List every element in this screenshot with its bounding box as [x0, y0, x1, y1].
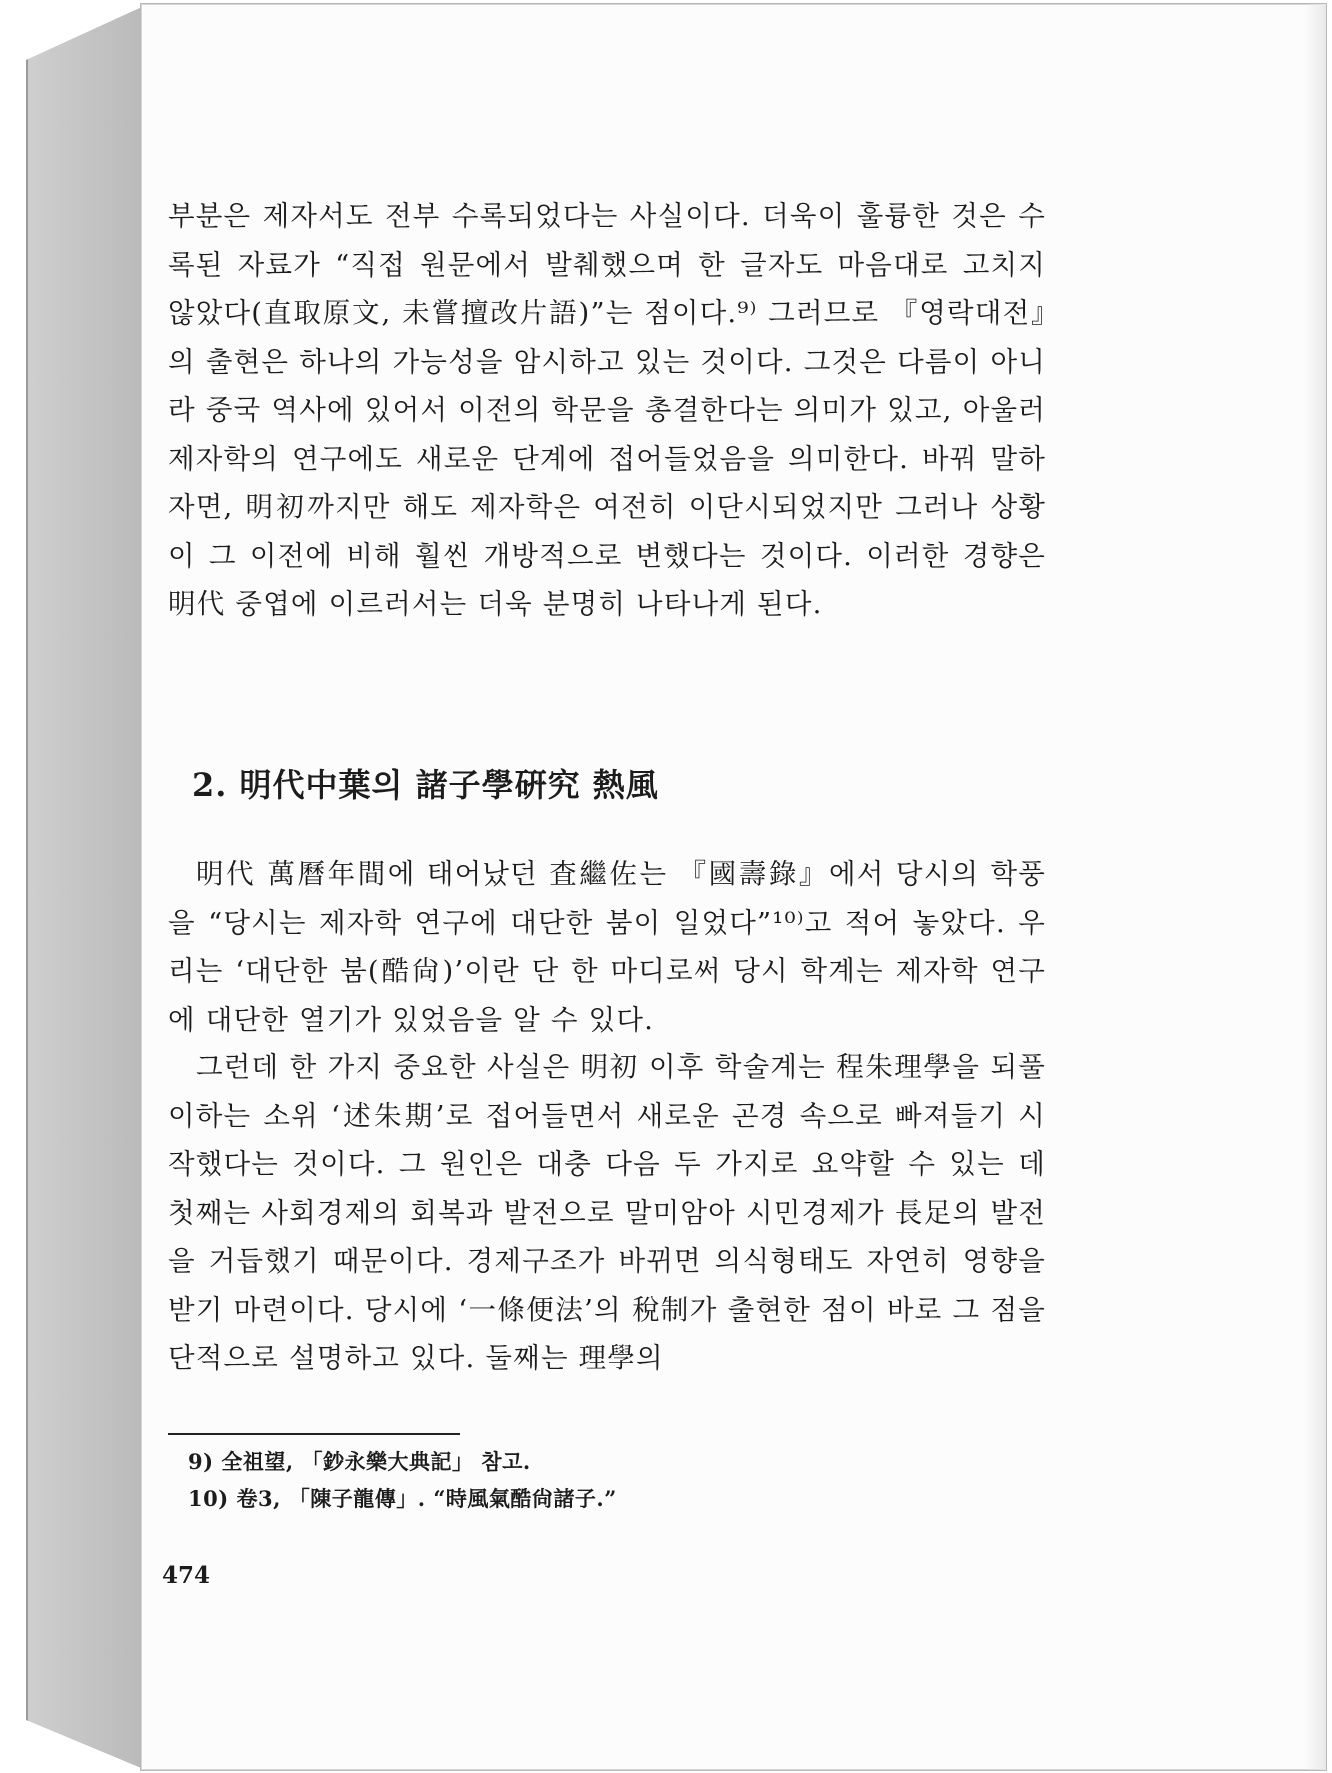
- footnotes: [188, 1443, 617, 1517]
- body-paragraph-2: 明代 萬曆年間에 태어났던 査繼佐는 『國壽錄』에서 당시의 학풍을 “당시는 제자학 연구에 대단한 붐이 일었다”¹⁰⁾고 적어 놓았다. 우리는 ‘대단한 붐(酷尙)’이란 단 한 마디로써 당시 학계는 제자학 연구에 대단한 열기가 있었음을 알 수 있다.: [168, 858, 1046, 1036]
- footnote-9: 9) 全祖望, 「鈔永樂大典記」 참고.: [188, 1449, 531, 1474]
- book-spine: [26, 5, 146, 1770]
- body-paragraph-1: 부분은 제자서도 전부 수록되었다는 사실이다. 더욱이 훌륭한 것은 수록된 자료가 “직접 원문에서 발췌했으며 한 글자도 마음대로 고치지 않았다(直取原文, 未嘗擅改片語)”는 점이다.⁹⁾ 그러므로 『영락대전』의 출현은 하나의 가능성을 암시하고 있는 것이다. 그것은 다름이 아니라 중국 역사에 있어서 이전의 학문을 총결한다는 의미가 있고, 아울러 제자학의 연구에도 새로운 단계에 접어들었음을 의미한다. 바꿔 말하자면, 明初까지만 해도 제자학은 여전히 이단시되었지만 그러나 상황이 그 이전에 비해 훨씬 개방적으로 변했다는 것이다. 이러한 경향은 明代 중엽에 이르러서는 더욱 분명히 나타나게 된다.: [168, 200, 1046, 620]
- body-paragraph-3: 그런데 한 가지 중요한 사실은 明初 이후 학술계는 程朱理學을 되풀이하는 소위 ‘述朱期’로 접어들면서 새로운 곤경 속으로 빠져들기 시작했다는 것이다. 그 원인은 대충 다음 두 가지로 요약할 수 있는 데 첫째는 사회경제의 회복과 발전으로 말미암아 시민경제가 長足의 발전을 거듭했기 때문이다. 경제구조가 바뀌면 의식형태도 자연히 영향을 받기 마련이다. 당시에 ‘一條便法’의 稅制가 출현한 점이 바로 그 점을 단적으로 설명하고 있다. 둘째는 理學의: [168, 1051, 1046, 1374]
- page-number: 474: [162, 1562, 211, 1589]
- footnote-divider: [168, 1433, 460, 1435]
- section-heading: 2. 明代中葉의 諸子學硏究 熱風: [192, 766, 659, 804]
- footnote-10: 10) 卷3, 「陳子龍傳」. “時風氣酷尙諸子.”: [188, 1486, 617, 1511]
- page-edge-shadow: [1304, 4, 1326, 1770]
